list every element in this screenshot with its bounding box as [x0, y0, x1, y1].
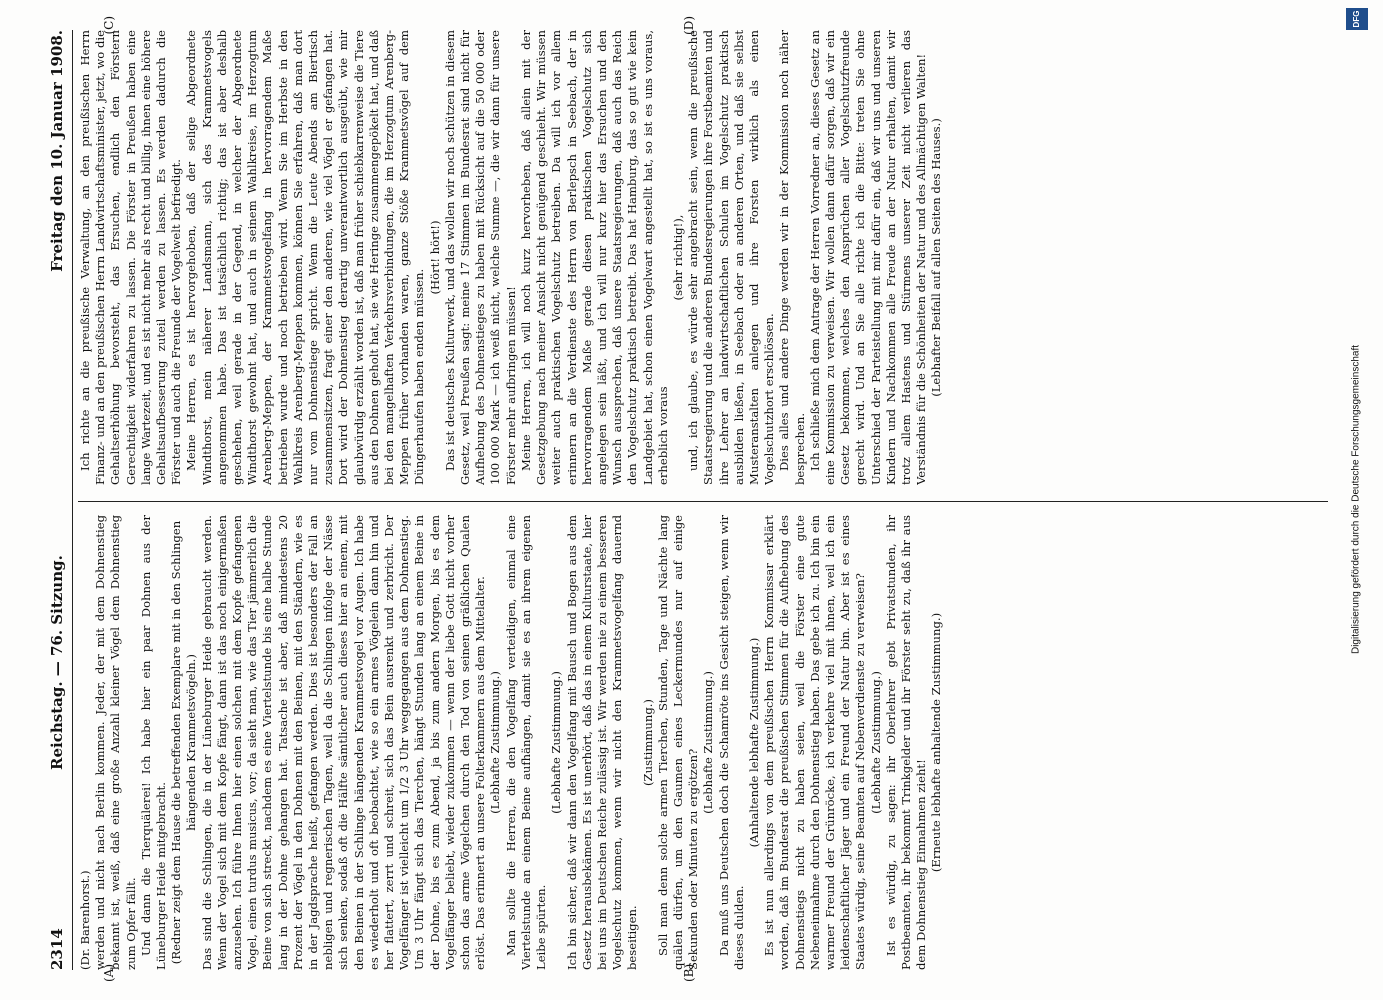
stage-direction: (Lebhafte Zustimmung.) — [868, 671, 883, 814]
header-rule — [72, 30, 73, 970]
paragraph: Da muß uns Deutschen doch die Schamröte ins Gesicht steigen, wenn wir dieses dulden. — [716, 515, 746, 970]
paragraph: Meine Herren, es ist hervorgehoben, daß der selige Abgeordnete Windthorst, mein näherer Landsmann, sich des Krammetsvogels angenommen habe. Das ist tatsächlich richtig; das ist aber deshalb geschehen, weil gerade in der Gegend, in welcher der Abgeordnete Windthorst gewohnt hat, und auch in seinem Wahlkreise, im Herzogtum Arenberg-Meppen, der Krammetsvogelfang in hervorragendem Maße betrieben wurde und noch betrieben wird. Wenn Sie im Herbste in den Wahlkreis Arenberg-Meppen kommen, können Sie erfahren, daß man dort nur vom Dohnenstiege spricht. Wenn die Leute Abends am Biertisch zusammensitzen, fragt einer den anderen, wie viel Vögel er gefangen hat. Dort wird der Dohnenstieg derartig unverantwortlich ausgeübt, wie mir glaubwürdig erzählt worden ist, daß man früher schiebkarrenweise die Tiere aus den Dohnen geholt hat, sie wie Heringe zusammengepökelt hat, und daß bei den mangelhaften Verkehrsverbindungen, die im Herzogtum Arenberg-Meppen früher vorhanden waren, ganze Stöße Krammetsvögel auf dem Düngerhaufen haben enden müssen. — [183, 30, 426, 485]
dfg-logo: DFG — [1346, 8, 1368, 30]
paragraph: Das sind die Schlingen, die in der Lüneburger Heide gebraucht werden. Wenn der Vogel sich mit dem Kopfe fängt, dann ist das noch einigermaßen anzusehen. Ich führe Ihnen hier einen solchen mit dem Kopfe gefangenen Vogel, einen turdus musicus, vor; da sieht man, wie das Tier jämmerlich die Beine von sich streckt, nachdem es eine Viertelstunde bis eine halbe Stunde lang in der Dohne gehangen hat. Tatsache ist aber, daß mindestens 20 Prozent der Vögel in den Dohnen mit den Beinen, mit den Ständern, wie es in der Jagdsprache heißt, gefangen werden. Dies ist besonders der Fall an nebligen und regnerischen Tagen, weil da die Schlingen infolge der Nässe sich senken, sodaß oft die Hälfte sämtlicher auch dieses hier an einem, mit den Beinen in der Schlinge hängenden Krammetsvogel vor Augen. Ich habe es wiederholt und oft beobachtet, wie so ein armes Vögelein dann hin und her flattert, zerrt und schreit, sich das Bein ausrenkt und zerbricht. Der Vogelfänger ist vielleicht um 1/2 3 Uhr weggegangen aus dem Dohnenstieg. Um 3 Uhr fängt sich das Tierchen, hängt Stunden lang an einem Beine in der Dohne, bis es zum Abend, ja bis zum andern Morgen, bis es dem Vogelfänger beliebt, wieder zukommen — wenn der liebe Gott nicht vorher schon das arme Vögelchen durch den Tod von seinen gräßlichen Qualen erlöst. Das erinnert an unsere Folterkammern aus dem Mittelalter. — [199, 515, 487, 970]
speaker-label: (Dr. Barenhorst.) — [77, 870, 92, 970]
rotated-page — [42, 16, 1342, 982]
digitization-credit: Digitalisierung gefördert durch die Deutsche Forschungsgemeinschaft — [1350, 344, 1362, 655]
margin-mark-a: (A) — [101, 963, 116, 982]
paragraph: Ich richte an die preußische Verwaltung, an den preußischen Herrn Finanz- und an den preußischen Herrn Landwirtschaftsminister, jetzt, wo die Gehaltserhöhung bevorsteht, das Ersuchen, endlich den Förstern Gerechtigkeit widerfahren zu lassen. Die Förster in Preußen haben eine lange Wartezeit, und es ist nicht mehr als recht und billig, ihnen eine höhere Gehaltsaufbesserung zuteil werden zu lassen. Es werden dadurch die Förster und auch die Freunde der Vogelwelt befriedigt. — [77, 30, 183, 485]
paragraph: Ich schließe mich dem Antrage der Herren Vorredner an, dieses Gesetz an eine Kommission zu verweisen. Wir wollen dann dafür sorgen, daß wir ein Gesetz bekommen, welches den Ansprüchen aller Vogelschutzfreunde gerecht wird. Und an Sie alle richte ich die Bitte: treten Sie ohne Unterschied der Parteistellung mit mir dafür ein, daß wir uns und unseren Kindern und Nachkommen alle Freude an der Natur erhalten, damit wir trotz allem Hastens und Stürmens unserer Zeit nicht verlieren das Verständnis für die Schönheiten der Natur und des Allmächtigen Walten! — [807, 30, 928, 485]
paragraph: Meine Herren, ich will noch kurz hervorheben, daß allein mit der Gesetzgebung nach meiner Ansicht nicht genügend geschieht. Wir müssen weiter auch praktischen Vogelschutz betreiben. Da will ich vor allem erinnern an die Verdienste des Herrn von Berlepsch in Seebach, der in hervorragendem Maße gerade diesen praktischen Vogelschutz sich angelegen sein läßt, und ich will nur kurz hier das Ersuchen und den Wunsch aussprechen, daß unsere Staatsregierungen, daß auch das Reich den Vogelschutz praktisch betreibt. Das hat Hamburg, das so gut wie kein Landgebiet hat, schon einen Vogelwart angestellt hat, so ist es uns voraus, erheblich voraus — [518, 30, 670, 485]
stage-direction: (sehr richtig!), — [670, 214, 685, 301]
column-right — [78, 30, 1328, 485]
paragraph: Und dann die Tierquälerei! Ich habe hier ein paar Dohnen aus der Lüneburger Heide mitgebracht. — [138, 515, 168, 970]
stage-direction: (Zustimmung.) — [640, 699, 655, 786]
stage-direction: (Anhaltende lebhafte Zustimmung.) — [746, 637, 761, 848]
session-date: Freitag den 10. Januar 1908. — [47, 30, 66, 272]
paragraph: Das ist deutsches Kulturwerk, und das wollen wir noch schützen in diesem Gesetz, weil Preußen sagt: meine 17 Stimmen im Bundesrat sind nicht für Aufhebung des Dohnenstieges zu haben mit Rücksicht auf die 50 000 oder 100 000 Mark — ich weiß nicht, welche Summe —, die wir dann für unsere Förster mehr aufbringen müssen! — [442, 30, 518, 485]
margin-mark-d: (D) — [681, 16, 696, 35]
stage-direction: (Lebhafter Beifall auf allen Seiten des Hauses.) — [928, 118, 943, 397]
paragraph: Soll man denn solche armen Tierchen, Stunden, Tage und Nächte lang quälen dürfen, um den Gaumen eines Leckermundes nur auf einige Sekunden oder Minuten zu ergötzen? — [655, 515, 700, 970]
margin-mark-b: (B) — [681, 963, 696, 982]
margin-mark-c: (C) — [101, 16, 116, 35]
paragraph: Ich bin sicher, daß wir dann den Vogelfang mit Bausch und Bogen aus dem Gesetz herausbekämen. Es ist unerhört, daß das in einem Kulturstaate, hier bei uns im Deutschen Reiche zulässig ist. Wir werden nie zu einem besseren Vogelschutz kommen, wenn wir nicht den Krammetsvogelfang dauernd beseitigen. — [564, 515, 639, 970]
paragraph: werden und nicht nach Berlin kommen. Jeder, der mit dem Dohnenstieg bekannt ist, weiß, daß eine große Anzahl kleiner Vögel dem Dohnenstieg zum Opfer fällt. — [92, 515, 138, 970]
paragraph: Dies alles und andere Dinge werden wir in der Kommission noch näher besprechen. — [776, 30, 807, 485]
page-header — [48, 30, 74, 970]
stage-direction: (Lebhafte Zustimmung.) — [487, 671, 502, 814]
paragraph: Es ist nun allerdings von dem preußischen Herrn Kommissar erklärt worden, daß im Bundesrat die preußischen Stimmen für die Aufhebung des Dohnenstiegs nicht zu haben seien, weil die Förster eine gute Nebeneinnahme durch den Dohnenstieg haben. Das gebe ich zu. Ich bin ein warmer Freund der Grünröcke, ich verkehre viel mit ihnen, weil ich ein leidenschaftlicher Jäger und ein Freund der Natur bin. Aber ist es eines Staates würdig, seine Beamten auf Nebenverdienste zu verweisen? — [761, 515, 867, 970]
column-divider — [78, 501, 1328, 502]
running-title: Reichstag. — 76. Sitzung. — [47, 555, 66, 770]
stage-direction: (Lebhafte Zustimmung.) — [548, 671, 563, 814]
stage-direction: (Erneute lebhafte anhaltende Zustimmung.) — [928, 612, 943, 873]
column-left — [78, 515, 1328, 970]
paragraph: Ist es würdig, zu sagen: ihr Oberlehrer gebt Privatstunden, ihr Postbeamten, ihr bekommt Trinkgelder und ihr Förster seht zu, daß ihr aus dem Dohnenstieg Einnahmen zieht! — [883, 515, 928, 970]
stage-direction: (Hört! hört!) — [427, 220, 442, 295]
paragraph: Man sollte die Herren, die den Vogelfang verteidigen, einmal eine Viertelstunde an einem Beine aufhängen, damit sie es an ihrem eigenen Leibe spürten. — [503, 515, 548, 970]
page-number: 2314 — [47, 928, 66, 970]
stage-direction: (Lebhafte Zustimmung.) — [700, 671, 715, 814]
paragraph: und, ich glaube, es würde sehr angebracht sein, wenn die preußische Staatsregierung und die anderen Bundesregierungen ihre Forstbeamten und ihre Lehrer an landwirtschaftlichen Schulen im Vogelschutz praktisch ausbilden ließen, in Seebach oder an anderen Orten, und daß sie selbst Musteranstalten anlegen und ihre Forsten wirklich als einen Vogelschutzhort erschlössen. — [685, 30, 776, 485]
stage-direction: (Redner zeigt dem Hause die betreffenden Exemplare mit in den Schlingen hängenden Krammetsvögeln.) — [168, 520, 198, 965]
